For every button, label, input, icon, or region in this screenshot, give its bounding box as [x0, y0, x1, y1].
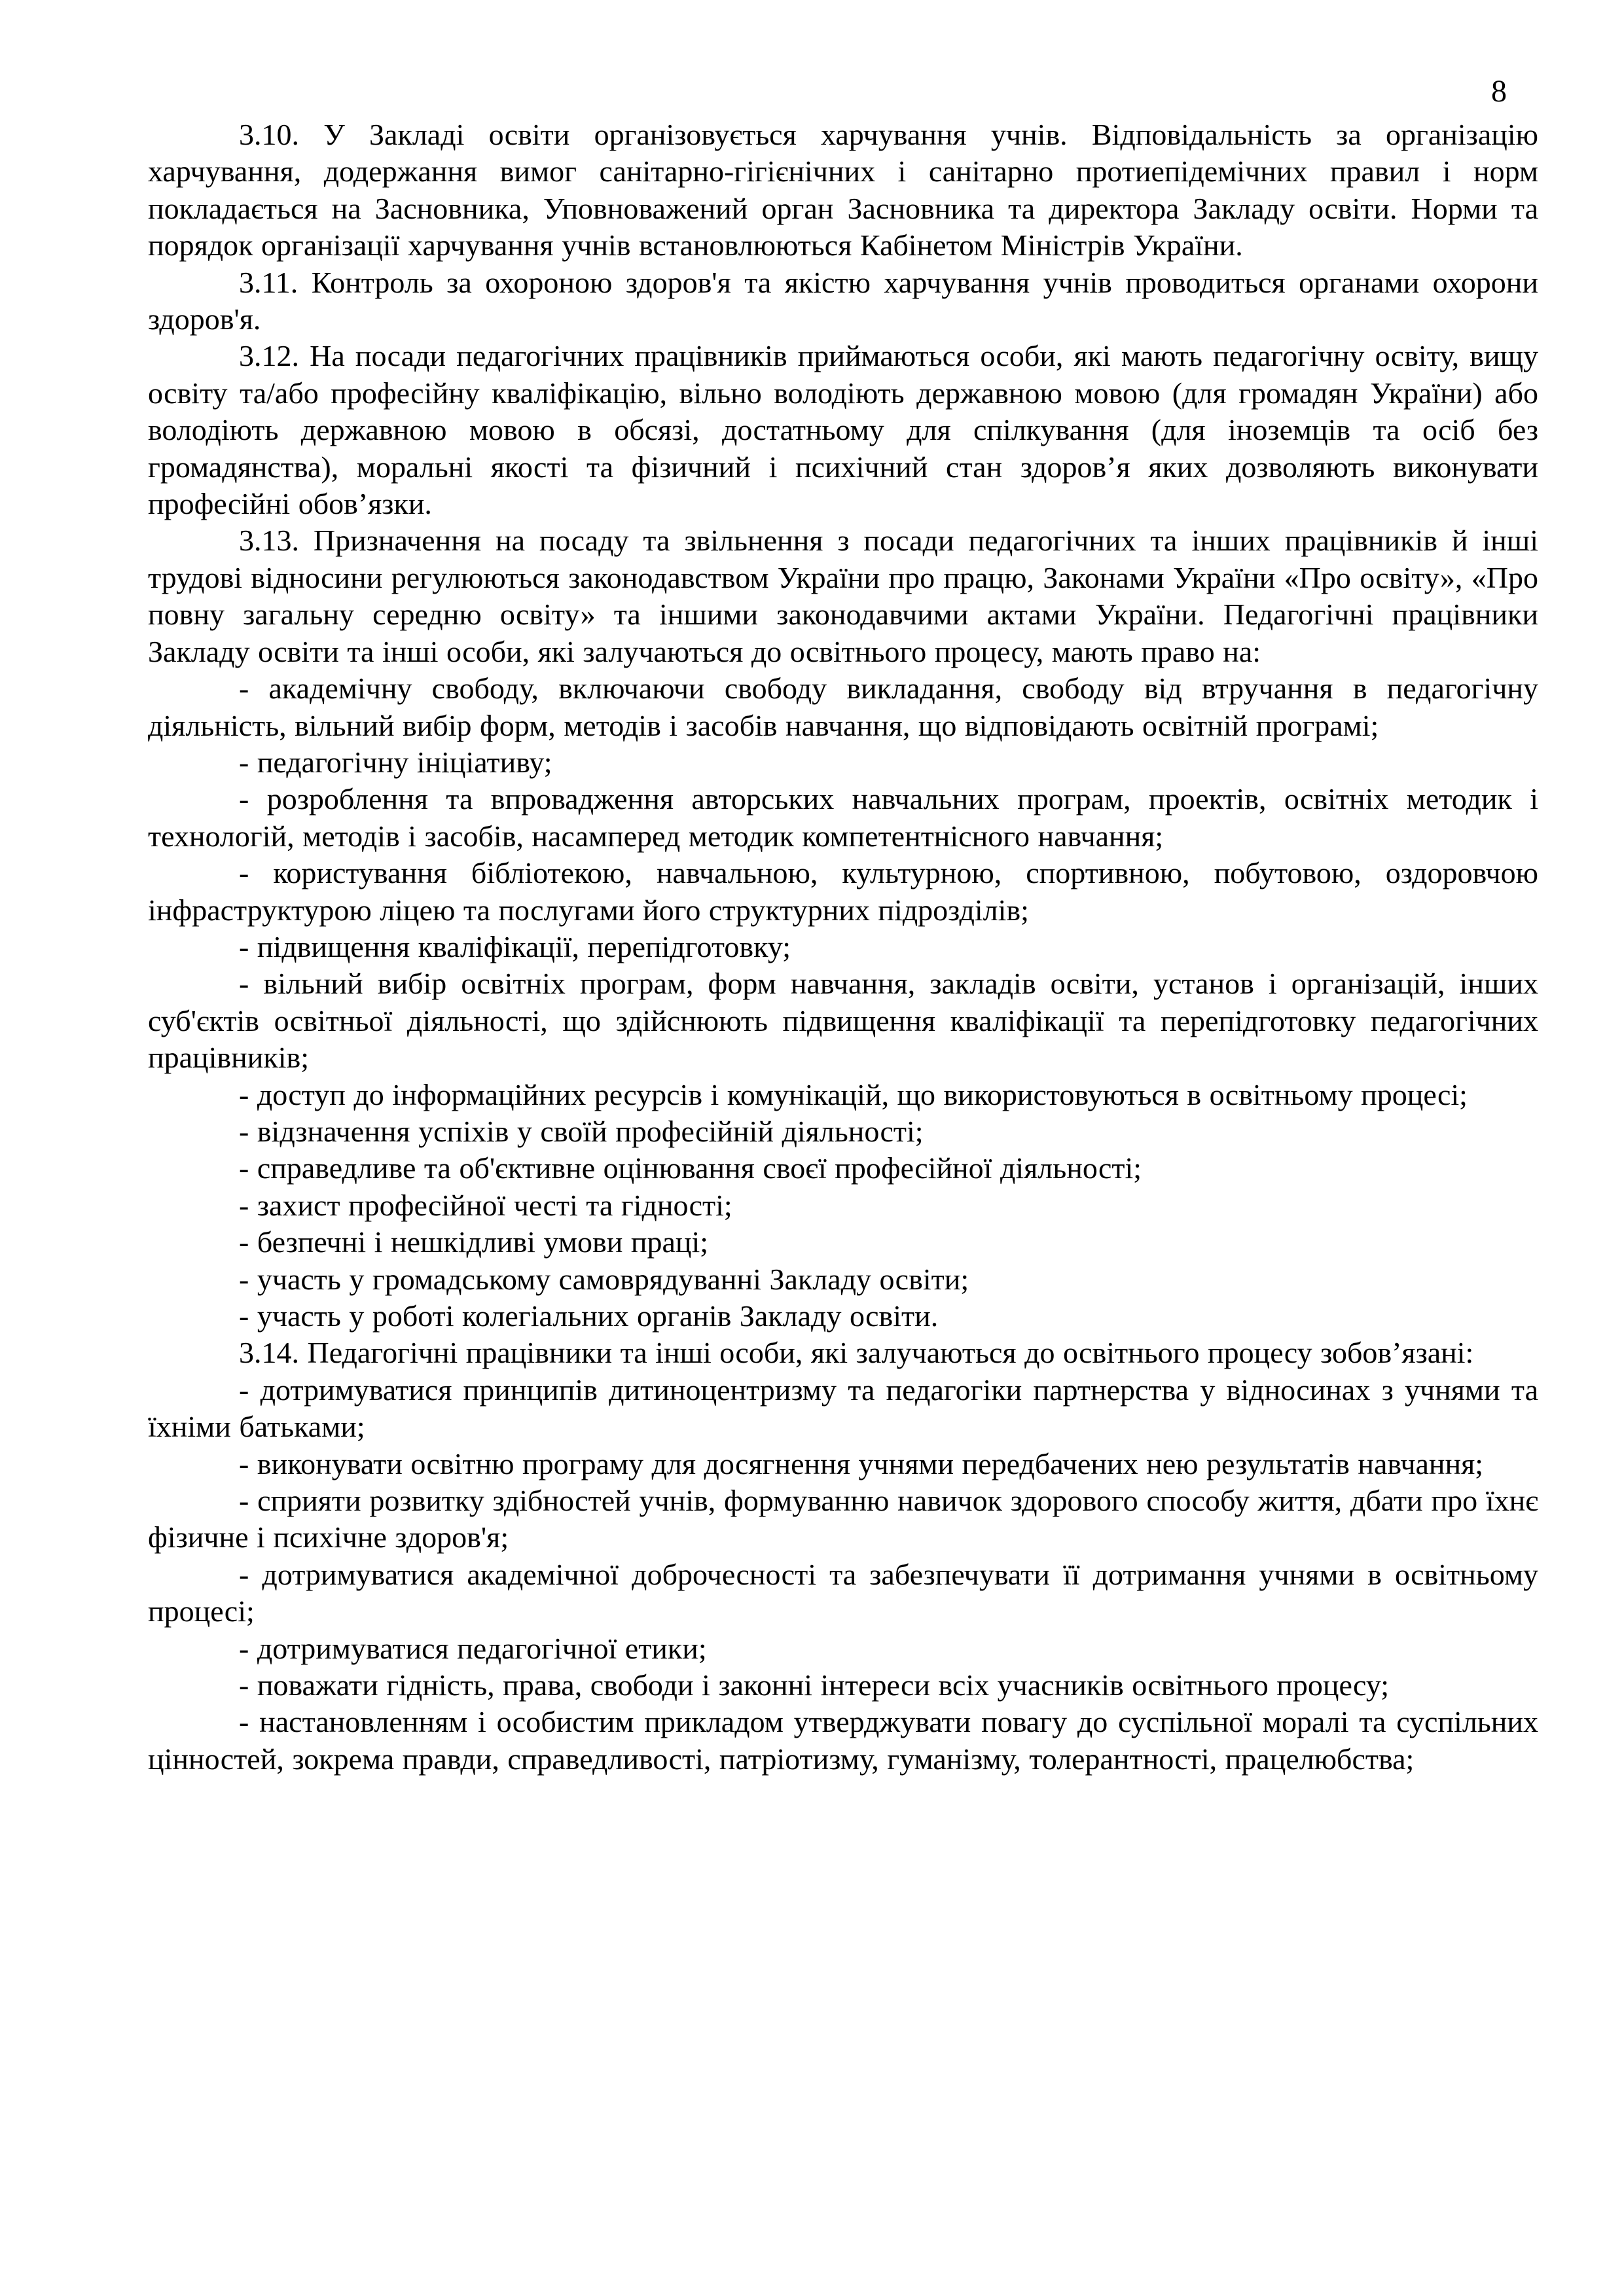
list-item-academic-freedom: - академічну свободу, включаючи свободу викладання, свободу від втручання в педагогічну діяльність, вільний вибір форм, методів і засобів навчання, що відповідають освітній програмі; — [148, 672, 1538, 742]
list-item-success-recognition: - відзначення успіхів у своїй професійній діяльності; — [239, 1114, 924, 1148]
paragraph-3-12: 3.12. На посади педагогічних працівників приймаються особи, які мають педагогічну освіту, вищу освіту та/або професійну кваліфікацію, вільно володіють державною мовою (для громадян України) або володіють державною мовою в обсязі, достатньому для спілкування (для іноземців та осіб без громадянства), моральні якості та фізичний і психічний стан здоров’я яких дозволяють виконувати професійні обов’язки. — [148, 339, 1538, 521]
list-item-collegial-bodies: - участь у роботі колегіальних органів Закладу освіти. — [239, 1299, 939, 1333]
document-body — [148, 117, 1538, 1778]
page-number: 8 — [1491, 74, 1507, 109]
list-item-information-access: - доступ до інформаційних ресурсів і комунікацій, що використовуються в освітньому процесі; — [239, 1077, 1468, 1111]
list-item-child-centrism: - дотримуватися принципів дитиноцентризму та педагогіки партнерства у відносинах з учнями та їхніми батьками; — [148, 1372, 1538, 1444]
list-item-honor-protection: - захист професійної честі та гідності; — [239, 1188, 732, 1222]
list-item-academic-integrity: - дотримуватися академічної доброчесності та забезпечувати її дотримання учнями в освітньому процесі; — [148, 1557, 1538, 1628]
paragraph-3-10: 3.10. У Закладі освіти організовується харчування учнів. Відповідальність за організацію харчування, додержання вимог санітарно-гігієнічних і санітарно протиепідемічних правил і норм покладається на Засновника, Уповноважений орган Засновника та директора Закладу освіти. Норми та порядок організації харчування учнів встановлюються Кабінетом Міністрів України. — [148, 118, 1538, 262]
list-item-moral-example: - настановленням і особистим прикладом утверджувати повагу до суспільної моралі та суспільних цінностей, зокрема правди, справедливості, патріотизму, гуманізму, толерантності, працелюбства; — [148, 1705, 1538, 1776]
list-item-pedagogical-initiative: - педагогічну ініціативу; — [239, 745, 552, 779]
list-item-pedagogical-ethics: - дотримуватися педагогічної етики; — [239, 1631, 707, 1665]
paragraph-3-11: 3.11. Контроль за охороною здоров'я та якістю харчування учнів проводиться органами охорони здоров'я. — [148, 265, 1538, 336]
list-item-respect-dignity: - поважати гідність, права, свободи і законні інтереси всіх учасників освітнього процесу; — [239, 1668, 1390, 1702]
list-item-educational-program: - виконувати освітню програму для досягнення учнями передбачених нею результатів навчання; — [239, 1446, 1484, 1480]
list-item-abilities-development: - сприяти розвитку здібностей учнів, формуванню навичок здорового способу життя, дбати про їхнє фізичне і психічне здоров'я; — [148, 1484, 1538, 1554]
list-item-library-use: - користування бібліотекою, навчальною, культурною, спортивною, побутовою, оздоровчою інфраструктурою ліцею та послугами його структурних підрозділів; — [148, 856, 1538, 927]
paragraph-3-13: 3.13. Призначення на посаду та звільнення з посади педагогічних та інших працівників й інші трудові відносини регулюються законодавством України про працю, Законами України «Про освіту», «Про повну загальну середню освіту» та іншими законодавчими актами України. Педагогічні працівники Закладу освіти та інші особи, які залучаються до освітнього процесу, мають право на: — [148, 524, 1538, 668]
list-item-self-governance: - участь у громадському самоврядуванні Закладу освіти; — [239, 1262, 969, 1296]
list-item-qualification: - підвищення кваліфікації, перепідготовку; — [239, 929, 791, 963]
list-item-fair-evaluation: - справедливе та об'єктивне оцінювання своєї професійної діяльності; — [239, 1151, 1142, 1185]
paragraph-3-14: 3.14. Педагогічні працівники та інші особи, які залучаються до освітнього процесу зобов’язані: — [239, 1336, 1474, 1370]
list-item-safe-conditions: - безпечні і нешкідливі умови праці; — [239, 1225, 709, 1259]
list-item-author-programs: - розроблення та впровадження авторських навчальних програм, проектів, освітніх методик і технологій, методів і засобів, насамперед методик компетентнісного навчання; — [148, 782, 1538, 853]
list-item-free-choice-programs: - вільний вибір освітніх програм, форм навчання, закладів освіти, установ і організацій, інших суб'єктів освітньої діяльності, що здійснюють підвищення кваліфікації та перепідготовку педагогічних працівників; — [148, 967, 1538, 1075]
